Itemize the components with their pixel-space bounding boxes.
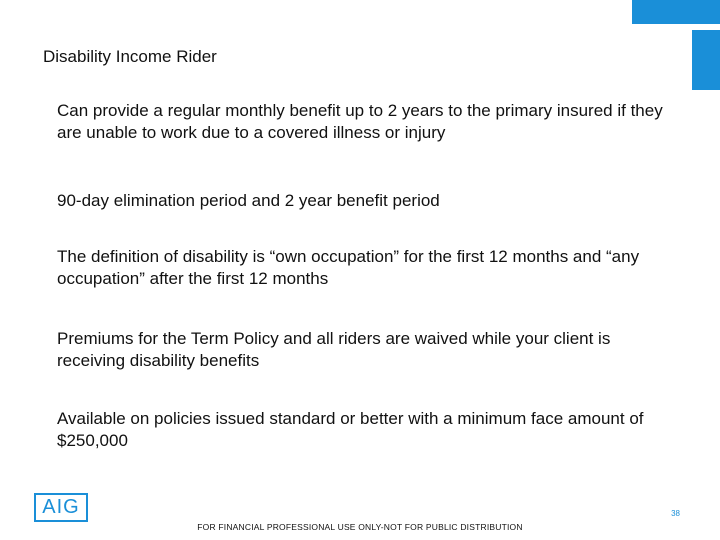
bullet-item-monthly-benefit: Can provide a regular monthly benefit up to 2 years to the primary insured if they are unable to work due to a covered illness or injury (57, 101, 663, 142)
footer-disclaimer: FOR FINANCIAL PROFESSIONAL USE ONLY-NOT FOR PUBLIC DISTRIBUTION (197, 522, 523, 532)
page-number: 38 (671, 509, 680, 518)
decorative-side-bar (692, 30, 720, 90)
bullet-item-disability-definition: The definition of disability is “own occupation” for the first 12 months and “any occupation” after the first 12 months (57, 247, 640, 288)
slide-title: Disability Income Rider (43, 47, 217, 66)
aig-logo: AIG (34, 493, 88, 522)
decorative-top-bar (632, 0, 720, 24)
bullet-item-premium-waiver: Premiums for the Term Policy and all riders are waived while your client is receiving disability benefits (57, 329, 611, 370)
bullet-item-availability: Available on policies issued standard or better with a minimum face amount of $250,000 (57, 409, 644, 450)
bullet-item-elimination-period: 90-day elimination period and 2 year benefit period (57, 191, 440, 210)
